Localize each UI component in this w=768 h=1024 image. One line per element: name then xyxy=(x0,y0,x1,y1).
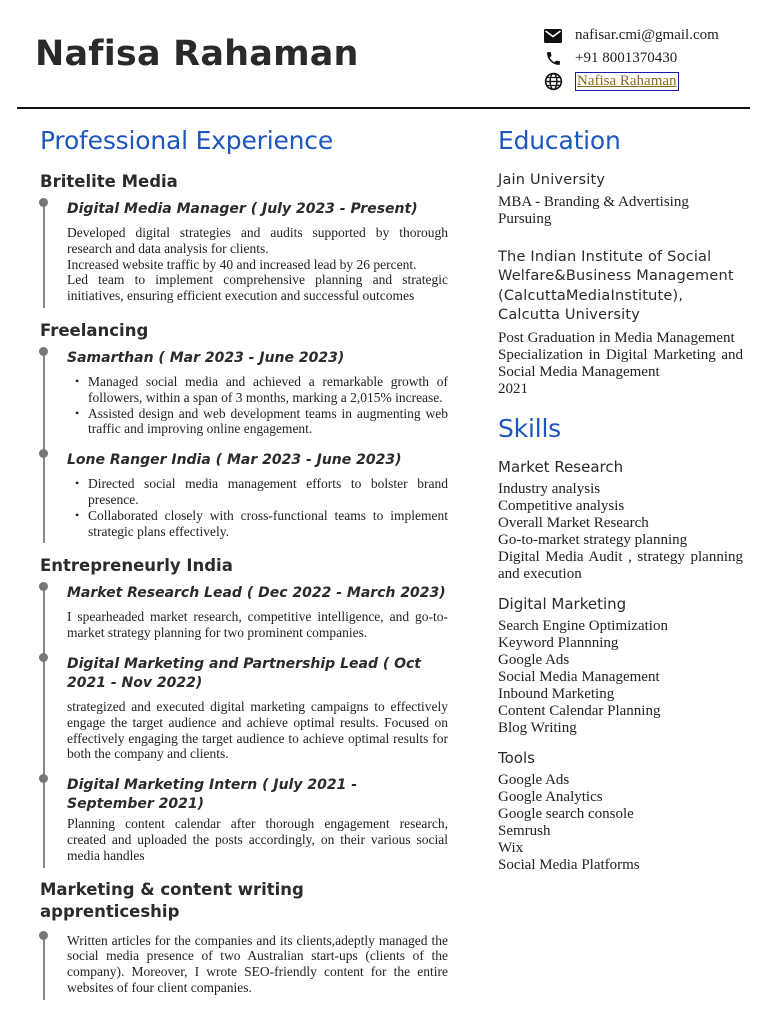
skill-list xyxy=(498,481,743,583)
contact-phone xyxy=(543,47,763,70)
envelope-icon xyxy=(543,27,563,45)
company-name: Freelancing xyxy=(40,320,149,340)
timeline-dot xyxy=(39,653,48,662)
company-name: Britelite Media xyxy=(40,172,178,191)
description-line: Developed digital strategies and audits supported by thorough research and data analysis for clients. xyxy=(67,225,448,256)
experience-title: Professional Experience xyxy=(40,126,334,155)
skill-item: Industry analysis xyxy=(498,480,601,497)
skill-group-title: Market Research xyxy=(498,457,624,476)
header-divider xyxy=(17,107,750,109)
skill-item: Go-to-market strategy planning xyxy=(498,531,688,548)
institution-name: Jain University xyxy=(498,172,606,188)
company-name: Entrepreneurly India xyxy=(40,556,233,576)
degree-specialization: Specialization in Digital Marketing and Social Media Management xyxy=(498,346,743,380)
education-title: Education xyxy=(498,126,621,155)
role-title: Market Research Lead ( Dec 2022 - March 2023) xyxy=(67,585,446,602)
role-entry xyxy=(67,451,448,539)
bullet-item: • Directed social media management efforts to bolster brand presence. xyxy=(67,476,448,508)
timeline-dot xyxy=(39,347,48,356)
skill-item: Keyword Plannning xyxy=(498,634,619,651)
skill-item: Competitive analysis xyxy=(498,497,625,514)
bullet-item: • Collaborated closely with cross-functional teams to implement strategic plans effectively. xyxy=(67,508,448,540)
role-entry xyxy=(67,349,448,437)
phone-icon xyxy=(543,50,563,68)
bullet-item: • Assisted design and web development teams in augmenting web traffic and improving online engagement. xyxy=(67,406,448,438)
skill-item: Inbound Marketing xyxy=(498,685,615,702)
globe-icon xyxy=(543,73,563,91)
timeline xyxy=(40,584,448,863)
role-bullets xyxy=(67,476,448,539)
description-line: Led team to implement comprehensive planning and strategic initiatives, ensuring efficient execution and successful outcomes xyxy=(67,272,448,304)
description-line: I spearheaded market research, competitive intelligence, and go-to-market strategy planning for two prominent companies. xyxy=(67,609,448,641)
role-entry xyxy=(67,584,448,641)
degree-year: 2021 xyxy=(498,380,528,397)
description-line: Increased website traffic by 40 and increased lead by 26 percent. xyxy=(67,256,417,272)
description-line: Planning content calendar after thorough engagement research, created and uploaded the posts accordingly, on their various social media handles xyxy=(67,816,448,863)
skill-group-title: Digital Marketing xyxy=(498,594,627,613)
website-link[interactable]: Nafisa Rahaman xyxy=(577,73,677,89)
skill-item: Overall Market Research xyxy=(498,514,649,531)
experience-column xyxy=(40,124,448,996)
skill-item: Blog Writing xyxy=(498,719,577,736)
degree-detail: Post Graduation in Media Management xyxy=(498,329,735,346)
timeline-dot xyxy=(39,931,48,940)
skill-item: Google Ads xyxy=(498,651,570,668)
role-description xyxy=(67,816,448,863)
candidate-name: Nafisa Rahaman xyxy=(35,34,359,74)
role-description xyxy=(67,225,448,304)
timeline xyxy=(40,930,448,996)
phone-text[interactable]: +91 8001370430 xyxy=(575,50,678,66)
contact-website xyxy=(543,70,763,93)
role-title: Samarthan ( Mar 2023 - June 2023) xyxy=(67,349,345,366)
role-entry xyxy=(67,930,448,996)
skill-item: Social Media Platforms xyxy=(498,856,640,873)
role-title: Digital Marketing Intern ( July 2021 - September 2021) xyxy=(67,777,358,813)
timeline-dot xyxy=(39,449,48,458)
role-title: Lone Ranger India ( Mar 2023 - June 2023) xyxy=(67,452,402,469)
degree-detail: MBA - Branding & Advertising xyxy=(498,193,689,210)
role-title: Digital Media Manager ( July 2023 - Present) xyxy=(67,201,418,217)
role-entry xyxy=(67,200,448,304)
skill-item: Content Calendar Planning xyxy=(498,702,661,719)
role-description xyxy=(67,609,448,641)
company-name: Marketing & content writing apprenticeship xyxy=(40,879,304,921)
skills-title: Skills xyxy=(498,413,562,443)
role-title: Digital Marketing and Partnership Lead ( Oct 2021 - Nov 2022) xyxy=(67,655,421,691)
institution-name: The Indian Institute of Social Welfare&Business Management (CalcuttaMediaInstitute), Calcutta University xyxy=(498,248,734,323)
contact-email xyxy=(543,24,763,47)
timeline-dot xyxy=(39,582,48,591)
skill-item: Google Ads xyxy=(498,771,570,788)
bullet-item: • Managed social media and achieved a remarkable growth of followers, within a span of 3 months, marking a 2,015% increase. xyxy=(67,374,448,406)
role-entry xyxy=(67,776,448,863)
skill-item: Social Media Management xyxy=(498,668,660,685)
timeline-dot xyxy=(39,774,48,783)
sidebar-column xyxy=(498,124,743,874)
skill-list xyxy=(498,618,743,737)
skill-group-title: Tools xyxy=(498,748,535,767)
skill-item: Google search console xyxy=(498,805,634,822)
contact-block xyxy=(543,24,763,93)
email-text[interactable]: nafisar.cmi@gmail.com xyxy=(575,27,719,43)
skill-list xyxy=(498,772,743,874)
timeline-dot xyxy=(39,198,48,207)
role-bullets xyxy=(67,374,448,437)
role-description xyxy=(67,933,448,996)
degree-status: Pursuing xyxy=(498,210,552,227)
skill-item: Semrush xyxy=(498,822,551,839)
timeline xyxy=(40,349,448,539)
description-line: strategized and executed digital marketing campaigns to effectively engage the target audience and achieve optimal results. Focused on effectively engaging the target audience to achieve optimal results for both the company and clients. xyxy=(67,698,448,762)
description-line: Written articles for the companies and its clients,adeptly managed the social media presence of two Australian start-ups (clients of the company). Moreover, I wrote SEO-friendly content for the entire websites of four client companies. xyxy=(67,932,448,995)
skill-item: Wix xyxy=(498,839,524,856)
skill-item: Search Engine Optimization xyxy=(498,617,668,634)
skill-item: Google Analytics xyxy=(498,788,603,805)
timeline xyxy=(40,200,448,304)
role-description xyxy=(67,699,448,762)
role-entry xyxy=(67,655,448,762)
skill-item: Digital Media Audit , strategy planning and execution xyxy=(498,548,743,582)
